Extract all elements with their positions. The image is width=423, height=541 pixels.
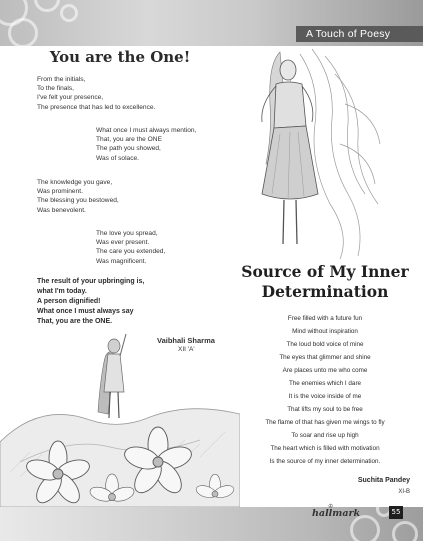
crown-icon: ♔ [328,503,334,510]
poem-line: What once I must always mention, [96,127,197,134]
magazine-section-title: A Touch of Poesy [306,28,391,40]
decorative-ring [34,0,60,12]
poem-line: To soar and rise up high [291,432,359,439]
poem-line: The path you showed, [96,145,161,153]
publisher-logo: hallmark [312,508,361,519]
poem-line: Free filled with a future fun [287,315,363,322]
poem-line: That, you are the ONE [96,136,162,144]
poem-line: That lifts my soul to be free [287,406,363,413]
poem-title-right-line1: Source of My Inner [241,262,409,281]
poem-line: Mind without inspiration [292,328,358,335]
stanza-5 [37,277,144,327]
poem-line: The eyes that glimmer and shine [279,354,371,361]
poem-line: From the initials, [37,76,86,83]
poem-line: The flame of that has given me wings to fly [265,419,385,426]
pencil-sketch-girl-flames [240,44,390,264]
poem-line: A person dignified! [37,298,101,305]
author-class-right: XI-B [398,489,410,495]
decorative-ring [392,521,418,541]
poem-line: What once I must always say [37,308,134,315]
poem-line: The love you spread, [96,230,158,237]
poem-title-right [227,262,423,302]
stanza-4 [96,229,165,266]
poem-line: It is the voice inside of me [288,393,362,400]
poem-line: The loud bold voice of mine [286,341,364,348]
poem-body-right [250,312,400,468]
poem-line: Was ever present. [96,239,150,247]
poem-line: To the finals, [37,85,75,93]
author-class-left: XII 'A' [178,346,195,353]
author-right: Suchita Pandey [357,477,410,484]
stanza-1 [37,75,155,112]
poem-line: The presence that has led to excellence. [37,103,156,111]
poem-title-right-line2: Determination [261,282,389,301]
poem-line: That, you are the ONE. [37,318,113,325]
poem-line: The blessing you bestowed, [37,197,119,205]
poem-title-left: You are the One! [49,48,191,66]
poem-line: what I'm today. [37,288,87,295]
poem-line: Is the source of my inner determination. [269,458,381,465]
pencil-sketch-girl-flowers [0,322,240,507]
poem-line: I've felt your presence, [37,94,104,102]
poem-line: The enemies which I dare [288,380,362,387]
decorative-ring [8,18,38,46]
stanza-2 [96,126,196,163]
poem-line: Was prominent. [37,188,83,196]
poem-line: Are places unto me who come [282,367,368,374]
poem-line: The knowledge you gave, [37,179,113,186]
poem-line: The care you extended, [96,248,166,256]
decorative-ring [60,4,78,22]
page-number: 55 [389,506,403,519]
poem-line: The heart which is filled with motivation [270,445,380,452]
poem-line: Was magnificent. [96,257,147,265]
author-left: Vaibhali Sharma [157,336,215,345]
poem-line: Was benevolent. [37,206,86,214]
stanza-3 [37,178,119,215]
poem-line: Was of solace. [96,154,139,162]
poem-line: The result of your upbringing is, [37,278,145,285]
